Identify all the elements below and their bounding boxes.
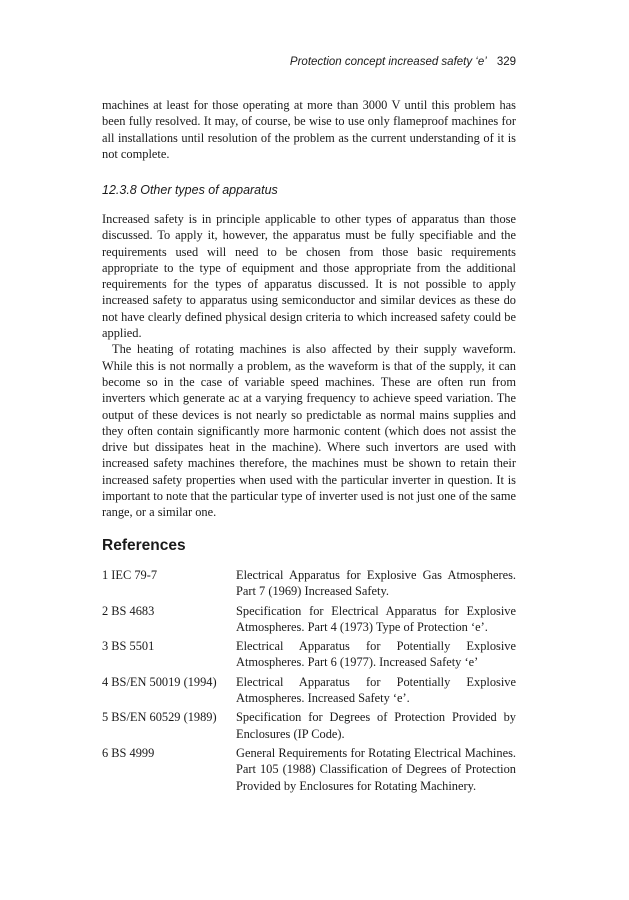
intro-paragraph: machines at least for those operating at more than 3000 V until this problem has been fully resolved. It may, of course, be wise to use only flameproof machines for all installations until resolution of the problem as the current understanding of it is not complete. bbox=[102, 98, 516, 161]
reference-id: 4 BS/EN 50019 (1994) bbox=[102, 674, 217, 689]
reference-text: Electrical Apparatus for Potentially Explosive Atmospheres. Increased Safety ‘e’. bbox=[236, 674, 516, 706]
reference-item bbox=[102, 638, 516, 671]
references-heading: References bbox=[102, 537, 186, 554]
reference-id: 2 BS 4683 bbox=[102, 603, 155, 618]
reference-id: 3 BS 5501 bbox=[102, 639, 155, 654]
reference-id: 5 BS/EN 60529 (1989) bbox=[102, 710, 217, 725]
reference-text: Specification for Degrees of Protection Provided by Enclosures (IP Code). bbox=[236, 710, 516, 741]
reference-text: General Requirements for Rotating Electrical Machines. Part 105 (1988) Classification of Degrees of Protection Provided by Enclosures for Rotating Machinery. bbox=[236, 745, 516, 793]
running-header bbox=[100, 56, 516, 68]
reference-text: Electrical Apparatus for Potentially Explosive Atmospheres. Part 6 (1977). Increased Safety ‘e’ bbox=[236, 639, 516, 670]
section-paragraph-2: The heating of rotating machines is also affected by their supply waveform. While this is not normally a problem, as the waveform is that of the supply, it can become so in the case of variable speed machines. These are often run from inverters which generate ac at a varying frequency to achieve speed variation. The output of these devices is not nearly so predictable as normal mains supplies and they often contain significantly more harmonic content (which does not assist the drive but dissipates heat in the machine). Where such invertors are used with increased safety machines therefore, the machines must be shown to retain their increased safety properties when used with the particular inverter in question. It is important to note that the particular type of inverter used is not just one of the same range, or a similar one. bbox=[102, 342, 516, 520]
reference-item bbox=[102, 709, 516, 742]
reference-id: 6 BS 4999 bbox=[102, 745, 155, 760]
section-body bbox=[102, 211, 516, 521]
references-list bbox=[102, 567, 516, 797]
reference-text: Electrical Apparatus for Explosive Gas Atmospheres. Part 7 (1969) Increased Safety. bbox=[236, 568, 516, 599]
section-paragraph-1: Increased safety is in principle applicable to other types of apparatus than those discussed. To apply it, however, the apparatus must be fully specifiable and the requirements used will need to be chosen from those basic requirements appropriate to the type of equipment and those appropriate from the additional requirements for the types of apparatus discussed. It is not possible to apply increased safety to apparatus using semiconductor and similar devices as these do not have clearly defined physical design criteria to which increased safety could be applied. bbox=[102, 212, 516, 341]
intro-text-block bbox=[102, 97, 516, 162]
reference-item bbox=[102, 603, 516, 636]
reference-item bbox=[102, 745, 516, 794]
page-number: 329 bbox=[496, 56, 516, 68]
reference-text: Specification for Electrical Apparatus for Explosive Atmospheres. Part 4 (1973) Type of Protection ‘e’. bbox=[236, 603, 516, 634]
reference-item bbox=[102, 674, 516, 707]
reference-item bbox=[102, 567, 516, 600]
running-title: Protection concept increased safety ‘e’ bbox=[289, 56, 487, 68]
section-heading: 12.3.8 Other types of apparatus bbox=[102, 183, 278, 197]
reference-id: 1 IEC 79-7 bbox=[102, 568, 158, 582]
